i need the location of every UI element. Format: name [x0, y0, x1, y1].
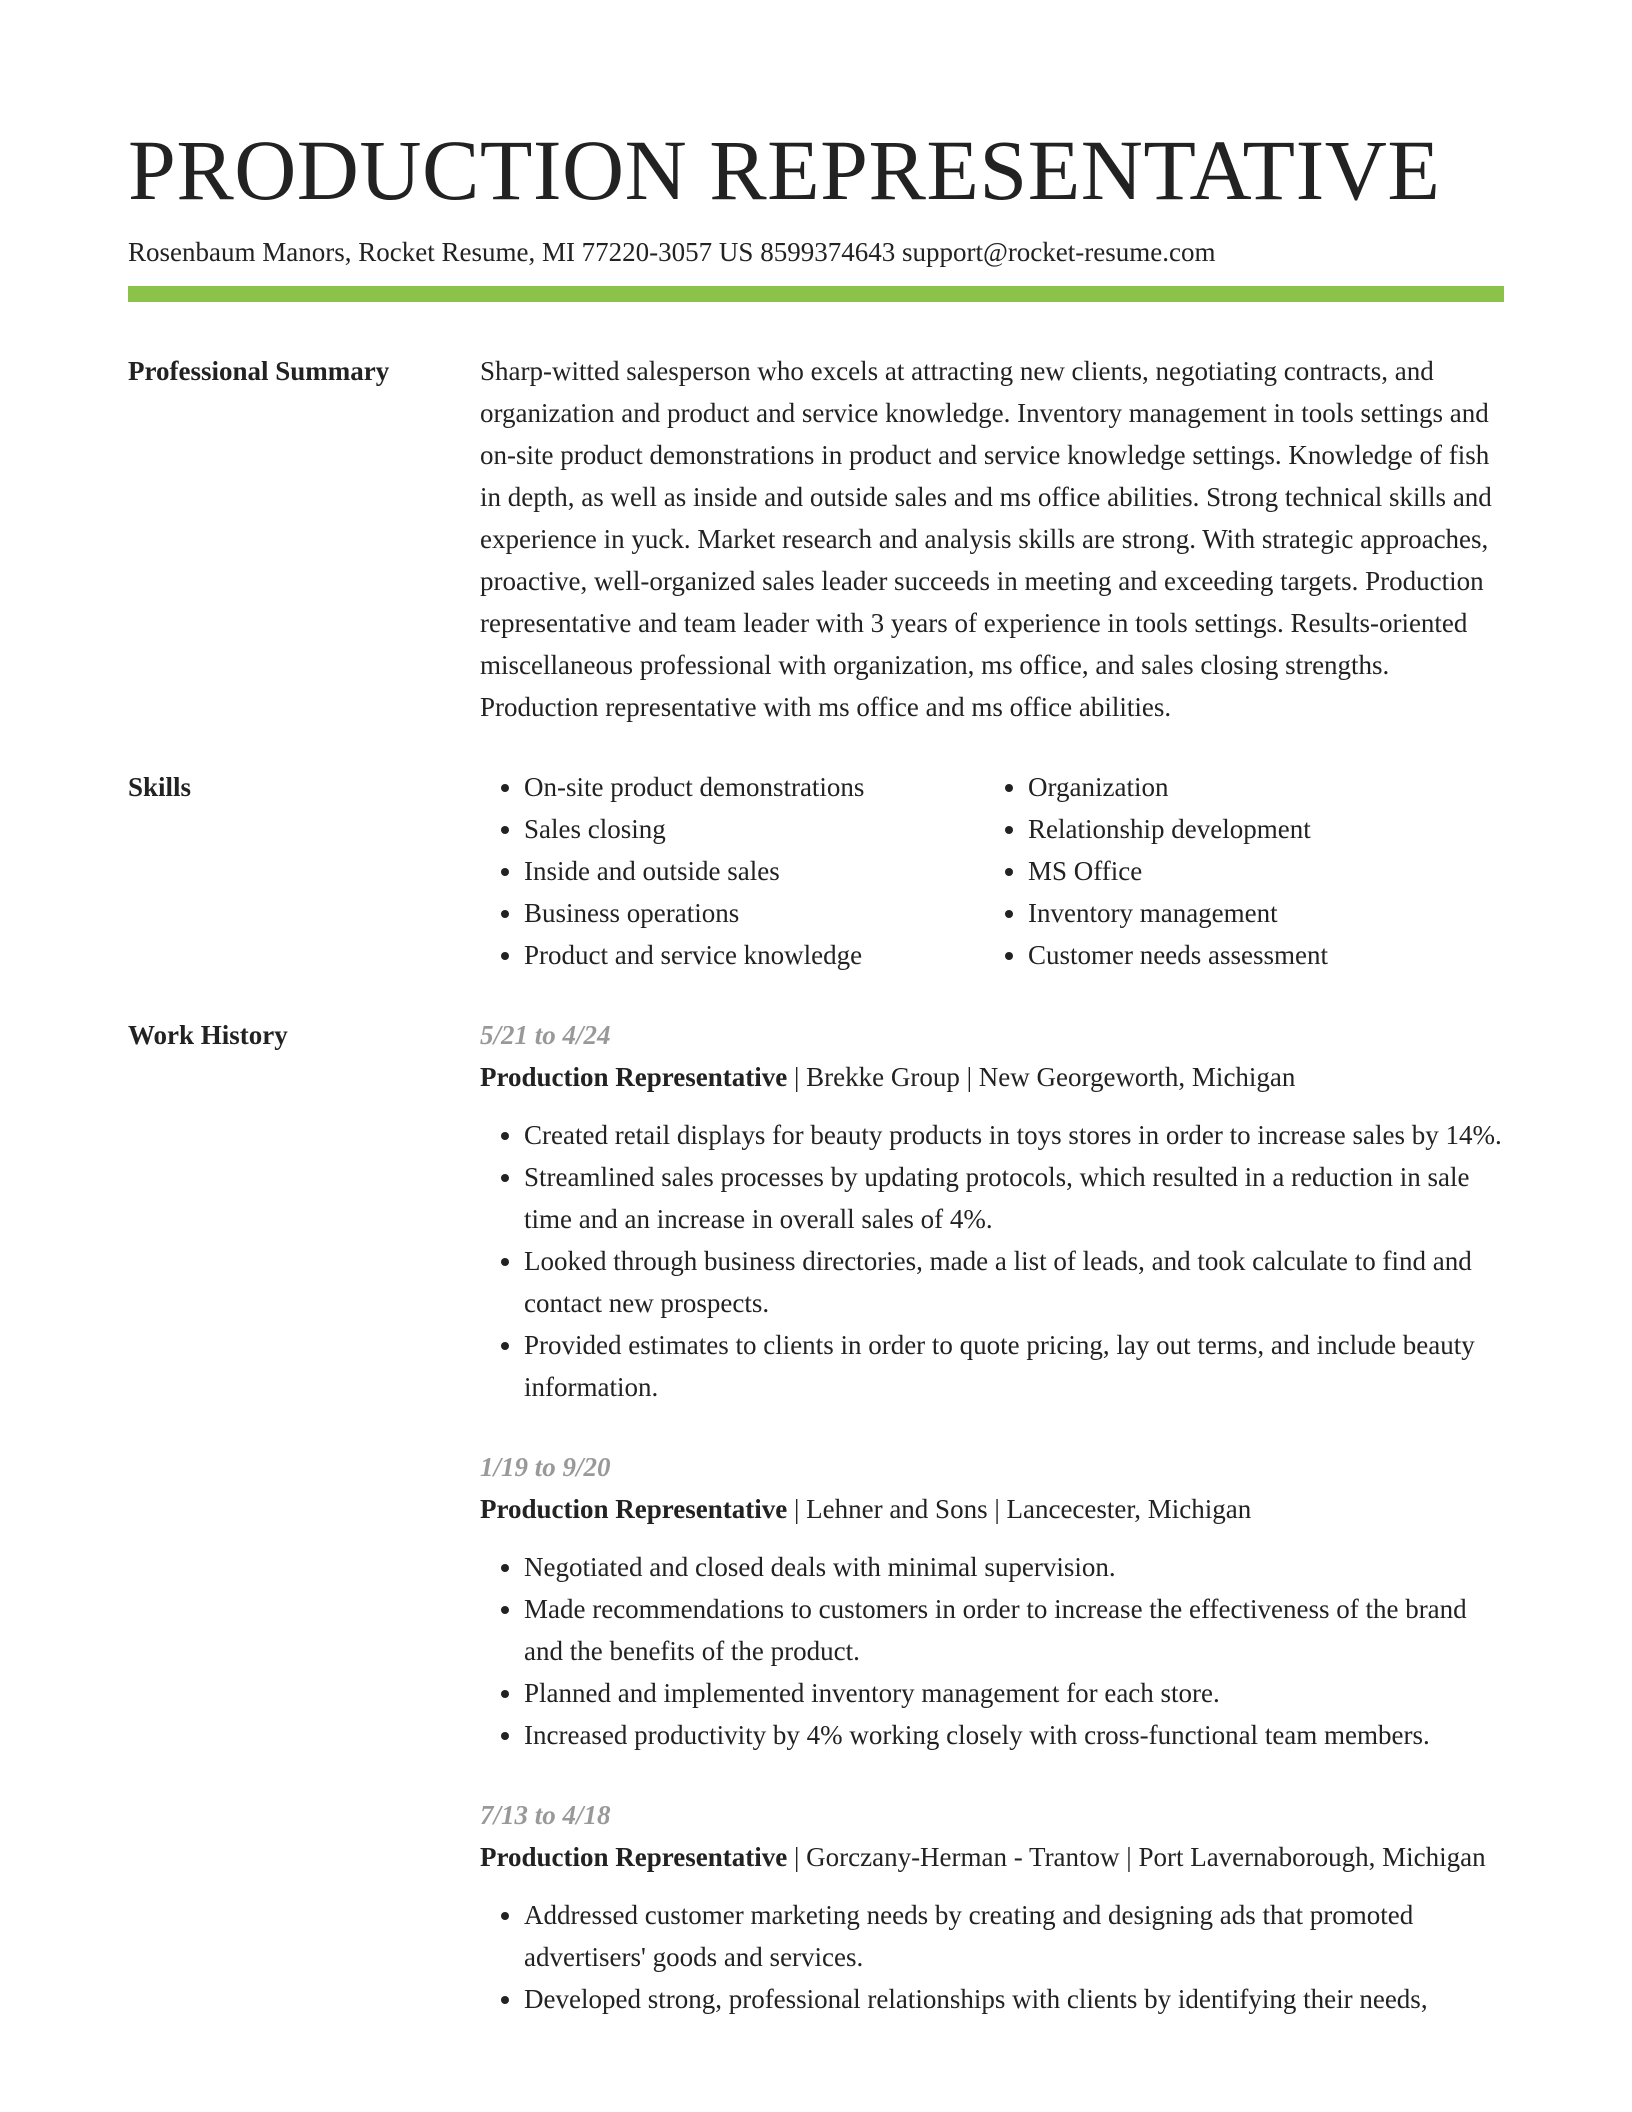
job-entry	[480, 1794, 1504, 2020]
job-bullet: • Looked through business directories, made a list of leads, and took calculate to find and contact new prospects.	[524, 1240, 1504, 1324]
job-bullet: • Developed strong, professional relationships with clients by identifying their needs,	[524, 1978, 1504, 2020]
job-bullet: • Made recommendations to customers in order to increase the effectiveness of the brand and the benefits of the product.	[524, 1588, 1504, 1672]
work-history-section	[128, 1014, 1504, 2058]
job-title: Production Representative	[480, 1494, 788, 1524]
job-bullet: • Negotiated and closed deals with minimal supervision.	[524, 1546, 1504, 1588]
job-bullet: • Planned and implemented inventory management for each store.	[524, 1672, 1504, 1714]
skills-section	[128, 766, 1504, 976]
contact-email: support@rocket-resume.com	[901, 237, 1216, 267]
contact-address: Rosenbaum Manors, Rocket Resume, MI 77220-3057 US	[128, 237, 754, 267]
resume-title: PRODUCTION REPRESENTATIVE	[128, 122, 1441, 218]
resume-page	[128, 120, 1504, 2058]
skills-list-right	[984, 766, 1328, 976]
summary-section	[128, 350, 1504, 728]
skill-item: • Inside and outside sales	[524, 850, 984, 892]
skill-item: • Inventory management	[1028, 892, 1328, 934]
skill-item: • Relationship development	[1028, 808, 1328, 850]
accent-divider	[128, 286, 1504, 302]
skill-item: • On-site product demonstrations	[524, 766, 984, 808]
job-bullet: • Provided estimates to clients in order to quote pricing, lay out terms, and include beauty information.	[524, 1324, 1504, 1408]
work-history-heading: Work History	[128, 1020, 288, 1050]
summary-heading: Professional Summary	[128, 356, 390, 386]
job-entry	[480, 1014, 1504, 1408]
job-bullet-list	[480, 1546, 1504, 1756]
contact-line	[128, 232, 1504, 272]
job-bullet: • Created retail displays for beauty products in toys stores in order to increase sales by 14%.	[524, 1114, 1504, 1156]
job-dates: 1/19 to 9/20	[480, 1452, 611, 1482]
summary-text: Sharp-witted salesperson who excels at attracting new clients, negotiating contracts, and organization and product and service knowledge. Inventory management in tools settings and on-site product demonstrations in product and service knowledge settings. Knowledge of fish in depth, as well as inside and outside sales and ms office abilities. Strong technical skills and experience in yuck. Market research and analysis skills are strong. With strategic approaches, proactive, well-organized sales leader succeeds in meeting and exceeding targets. Production representative and team leader with 3 years of experience in tools settings. Results-oriented miscellaneous professional with organization, ms office, and sales closing strengths. Production representative with ms office and ms office abilities.	[480, 356, 1492, 722]
skill-item: • Product and service knowledge	[524, 934, 984, 976]
skill-item: • Organization	[1028, 766, 1328, 808]
contact-phone: 8599374643	[760, 237, 896, 267]
job-title: Production Representative	[480, 1062, 788, 1092]
skill-item: • MS Office	[1028, 850, 1328, 892]
job-bullet: • Streamlined sales processes by updating protocols, which resulted in a reduction in sale time and an increase in overall sales of 4%.	[524, 1156, 1504, 1240]
skill-item: • Customer needs assessment	[1028, 934, 1328, 976]
job-entry	[480, 1446, 1504, 1756]
skills-list-left	[480, 766, 984, 976]
job-title: Production Representative	[480, 1842, 788, 1872]
job-bullet: • Addressed customer marketing needs by creating and designing ads that promoted advertisers' goods and services.	[524, 1894, 1504, 1978]
job-heading	[480, 1056, 1504, 1098]
job-dates: 5/21 to 4/24	[480, 1020, 611, 1050]
job-heading	[480, 1836, 1504, 1878]
skills-heading: Skills	[128, 772, 192, 802]
job-bullet-list	[480, 1894, 1504, 2020]
job-bullet-list	[480, 1114, 1504, 1408]
job-details: | Gorczany-Herman - Trantow | Port Lavernaborough, Michigan	[787, 1842, 1486, 1872]
job-details: | Brekke Group | New Georgeworth, Michigan	[787, 1062, 1296, 1092]
job-dates: 7/13 to 4/18	[480, 1800, 611, 1830]
job-heading	[480, 1488, 1504, 1530]
job-bullet: • Increased productivity by 4% working closely with cross-functional team members.	[524, 1714, 1504, 1756]
skill-item: • Business operations	[524, 892, 984, 934]
job-details: | Lehner and Sons | Lancecester, Michigan	[787, 1494, 1252, 1524]
skill-item: • Sales closing	[524, 808, 984, 850]
